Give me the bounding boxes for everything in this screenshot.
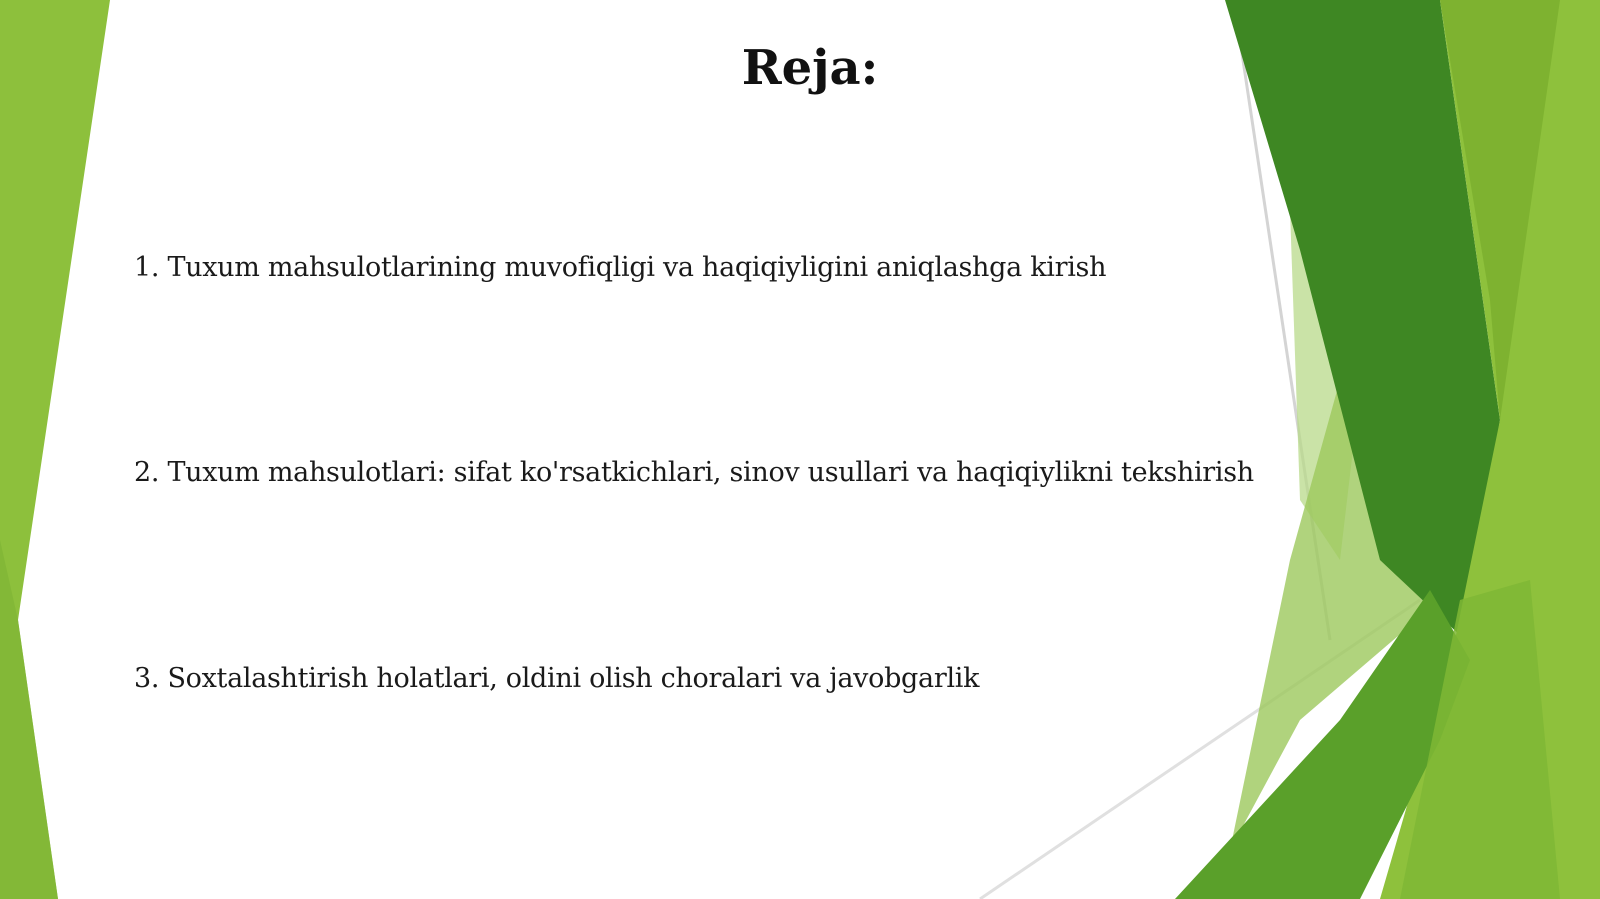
left-green-shade [0, 540, 58, 899]
plan-item-2: 2. Tuxum mahsulotlari: sifat ko'rsatkichlari, sinov usullari va haqiqiylikni tekshirish [134, 457, 1254, 488]
plan-item-1: 1. Tuxum mahsulotlarining muvofiqligi va haqiqiyligini aniqlashga kirish [134, 252, 1107, 283]
slide-title: Reja: [741, 40, 879, 96]
plan-item-3: 3. Soxtalashtirish holatlari, oldini olish choralari va javobgarlik [134, 663, 980, 694]
